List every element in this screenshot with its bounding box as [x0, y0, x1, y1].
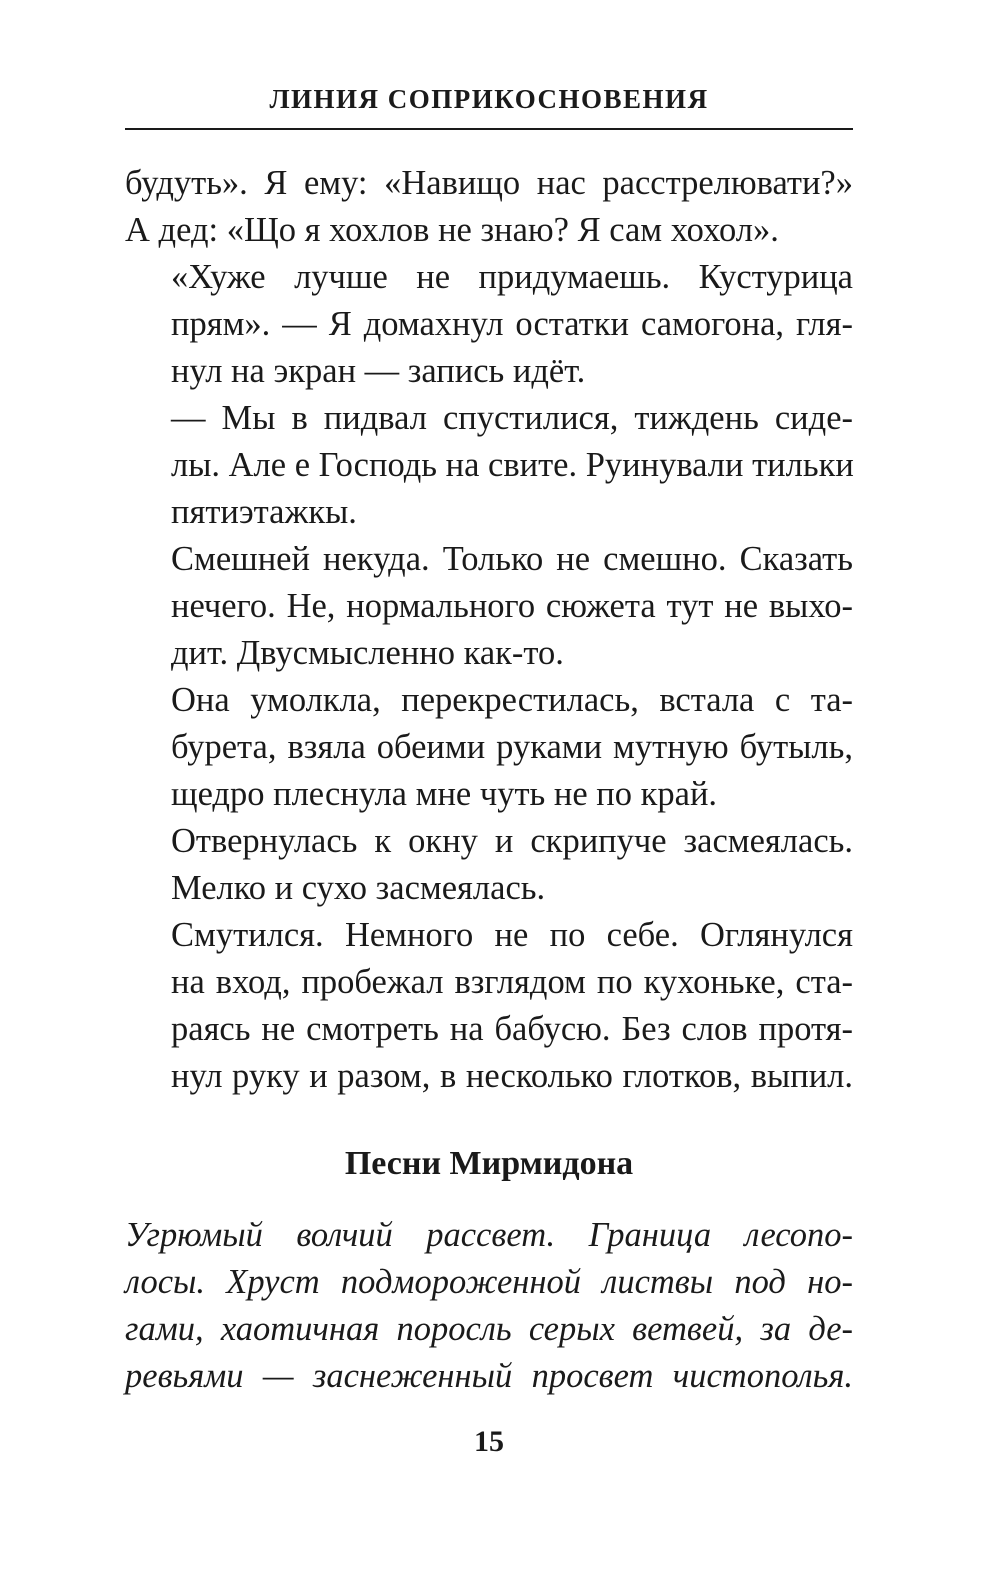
text-line: бурета, взяла обеими руками мутную бутыль, — [171, 728, 853, 766]
running-head: ЛИНИЯ СОПРИКОСНОВЕНИЯ — [269, 84, 709, 114]
text-line: раясь не смотреть на бабусю. Без слов протя- — [171, 1010, 853, 1048]
text-line: — Мы в пидвал спустилися, тиждень сиде- — [171, 399, 853, 437]
section-title: Песни Мирмидона — [344, 1145, 634, 1182]
epigraph — [125, 1212, 853, 1400]
header-rule — [125, 128, 853, 130]
text-line: Смешней некуда. Только не смешно. Сказать — [171, 540, 853, 578]
text-line: нечего. Не, нормального сюжета тут не выхо- — [171, 587, 853, 625]
paragraph — [125, 254, 853, 395]
text-line: будуть». Я ему: «Навищо нас расстрелювати?» — [125, 164, 853, 202]
epigraph-line: ревьями — заснеженный просвет чистополья. — [125, 1357, 853, 1395]
text-line: лы. Але е Господь на свите. Руинували тильки — [171, 446, 854, 484]
text-line: «Хуже лучше не придумаешь. Кустурица — [171, 258, 853, 296]
text-line: нул руку и разом, в несколько глотков, выпил. — [171, 1057, 853, 1095]
page-number: 15 — [474, 1425, 504, 1458]
paragraph — [125, 677, 853, 818]
text-line: дит. Двусмысленно как-то. — [171, 634, 564, 672]
text-line: нул на экран — запись идёт. — [171, 352, 586, 390]
text-line: Отвернулась к окну и скрипуче засмеялась. — [171, 822, 853, 860]
paragraph — [125, 536, 853, 677]
text-line: прям». — Я домахнул остатки самогона, гля- — [171, 305, 853, 343]
body-text — [125, 160, 853, 1100]
text-line: А дед: «Що я хохлов не знаю? Я сам хохол». — [125, 211, 779, 249]
epigraph-line: гами, хаотичная поросль серых ветвей, за де- — [125, 1310, 853, 1348]
paragraph — [125, 160, 853, 254]
text-line: Смутился. Немного не по себе. Оглянулся — [171, 916, 853, 954]
epigraph-line: лосы. Хруст подмороженной листвы под но- — [125, 1263, 853, 1301]
text-line: на вход, пробежал взглядом по кухоньке, ста- — [171, 963, 853, 1001]
text-line: Она умолкла, перекрестилась, встала с та- — [171, 681, 853, 719]
paragraph — [125, 912, 853, 1100]
text-line: пятиэтажкы. — [171, 493, 357, 531]
text-line: Мелко и сухо засмеялась. — [171, 869, 546, 907]
paragraph — [125, 818, 853, 912]
epigraph-line: Угрюмый волчий рассвет. Граница лесопо- — [125, 1216, 853, 1254]
text-line: щедро плеснула мне чуть не по край. — [171, 775, 718, 813]
paragraph — [125, 395, 853, 536]
